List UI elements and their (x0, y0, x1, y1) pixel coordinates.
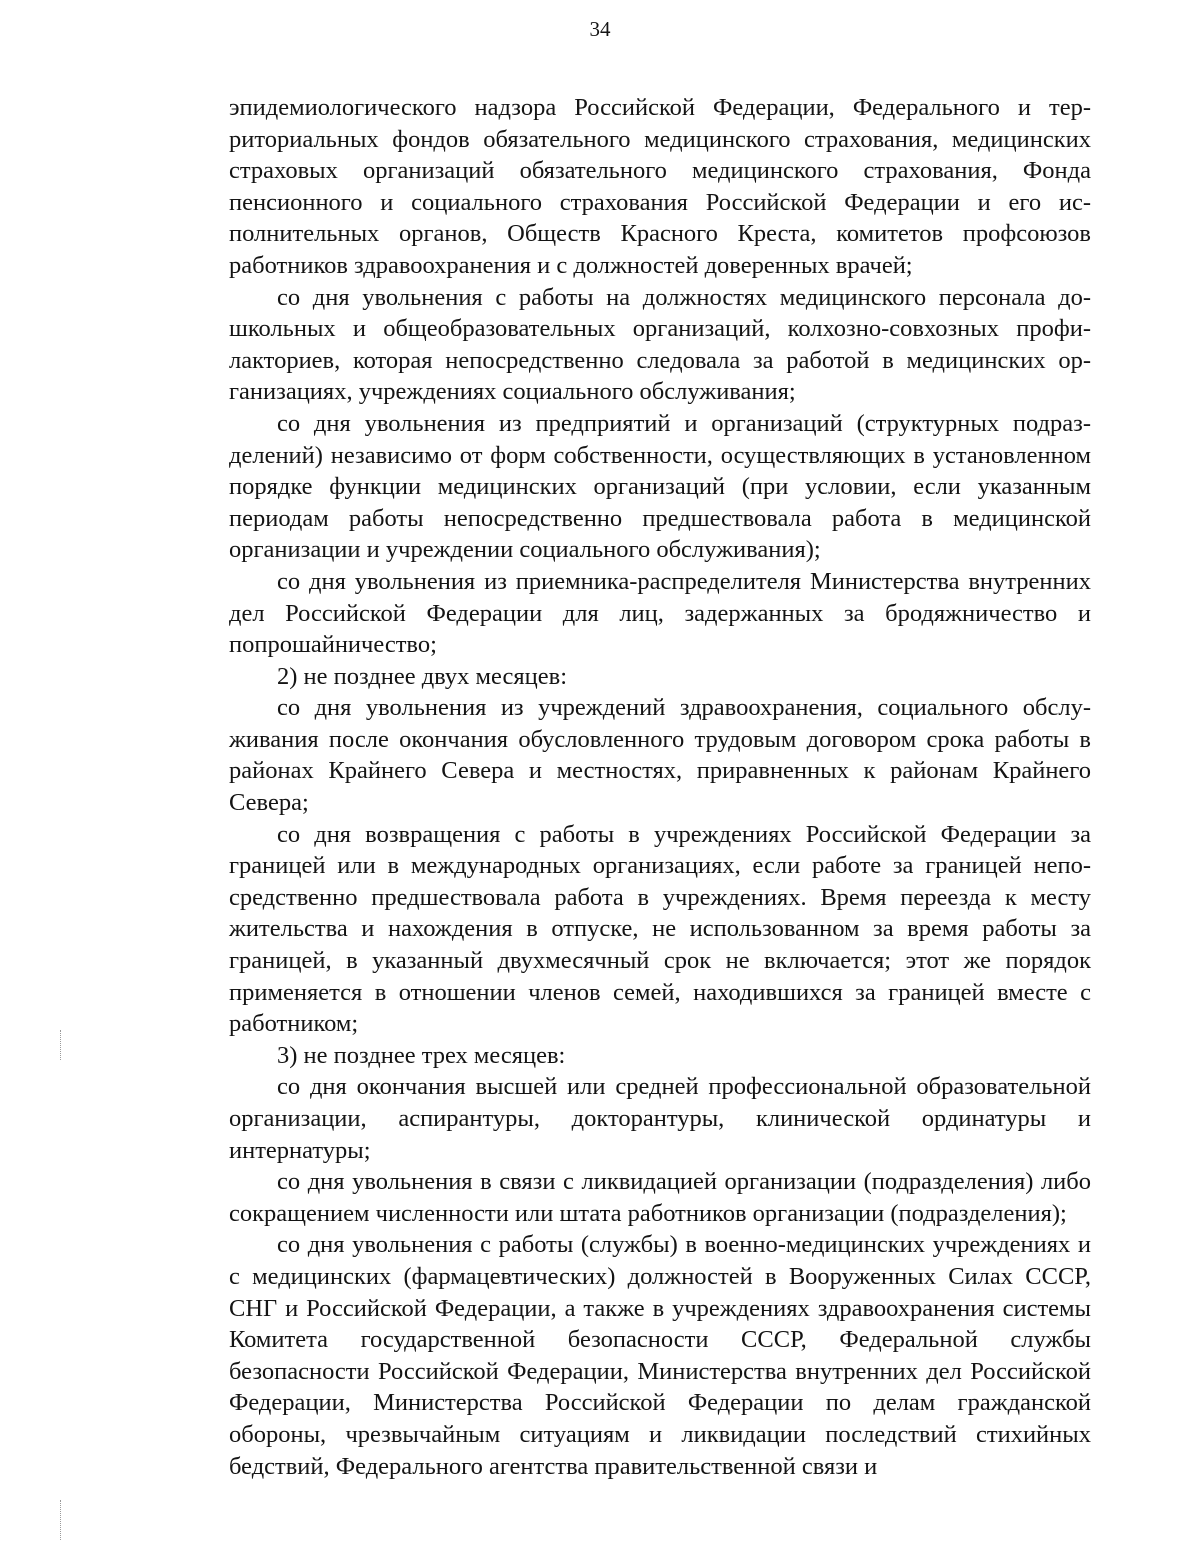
scan-artifact (60, 1500, 63, 1540)
paragraph: со дня возвращения с работы в учреждениях Российской Федерации за границей или в международных организациях, если работе за границей непосредственно предшествовала работа в учреждениях. Время переезда к месту жительства и нахождения в отпуске, не использованном за время работы за границей, в указанный двухмесячный срок не включается; этот же порядок применяется в отношении членов семей, находившихся за границей вместе с работником; (229, 820, 1091, 1038)
paragraph: со дня увольнения из предприятий и организаций (структурных подразделений) независимо от форм собственности, осуществляющих в установленном порядке функции медицинских организаций (при условии, если указанным периодам работы непосредственно предшествовала работа в медицинской организации и учреждении социального обслуживания); (229, 409, 1091, 564)
paragraph: со дня увольнения из приемника-распределителя Министерства внутренних дел Российской Федерации для лиц, задержанных за бродяжничество и попрошайничество; (229, 567, 1091, 659)
paragraph: со дня увольнения с работы на должностях медицинского персонала дошкольных и общеобразовательных организаций, колхозно-совхозных профилакториев, которая непосредственно следовала за работой в медицинских организациях, учреждениях социального обслуживания; (229, 283, 1091, 406)
page-number: 34 (589, 17, 611, 41)
paragraph: со дня увольнения в связи с ликвидацией организации (подразделения) либо сокращением численности или штата работников организации (подразделения); (229, 1168, 1091, 1227)
paragraph: эпидемиологического надзора Российской Федерации, Федерального и территориальных фондов обязательного медицинского страхования, медицинских страховых организаций обязательного медицинского страхования, Фонда пенсионного и социального страхования Российской Федерации и его исполнительных органов, Обществ Красного Креста, комитетов профсоюзов работников здравоохранения и с должностей доверенных врачей; (229, 94, 1091, 279)
paragraph: со дня увольнения с работы (службы) в военно-медицинских учреждениях и с медицинских (фармацевтических) должностей в Вооруженных Силах СССР, СНГ и Российской Федерации, а также в учреждениях здравоохранения системы Комитета государственной безопасности СССР, Федеральной службы безопасности Российской Федерации, Министерства внутренних дел Российской Федерации, Министерства Российской Федерации по делам гражданской обороны, чрезвычайным ситуациям и ликвидации последствий стихийных бедствий, Федерального агентства правительственной связи и (229, 1231, 1091, 1480)
paragraph: со дня увольнения из учреждений здравоохранения, социального обслуживания после окончания обусловленного трудовым договором срока работы в районах Крайнего Севера и местностях, приравненных к районам Крайнего Севера; (229, 694, 1091, 817)
paragraph: со дня окончания высшей или средней профессиональной образовательной организации, аспирантуры, докторантуры, клинической ординатуры и интернатуры; (229, 1073, 1091, 1164)
list-item-heading: 3) не позднее трех месяцев: (277, 1041, 566, 1069)
scan-artifact (60, 1030, 63, 1060)
document-body (229, 92, 1091, 1482)
list-item-heading: 2) не позднее двух месяцев: (277, 662, 568, 690)
